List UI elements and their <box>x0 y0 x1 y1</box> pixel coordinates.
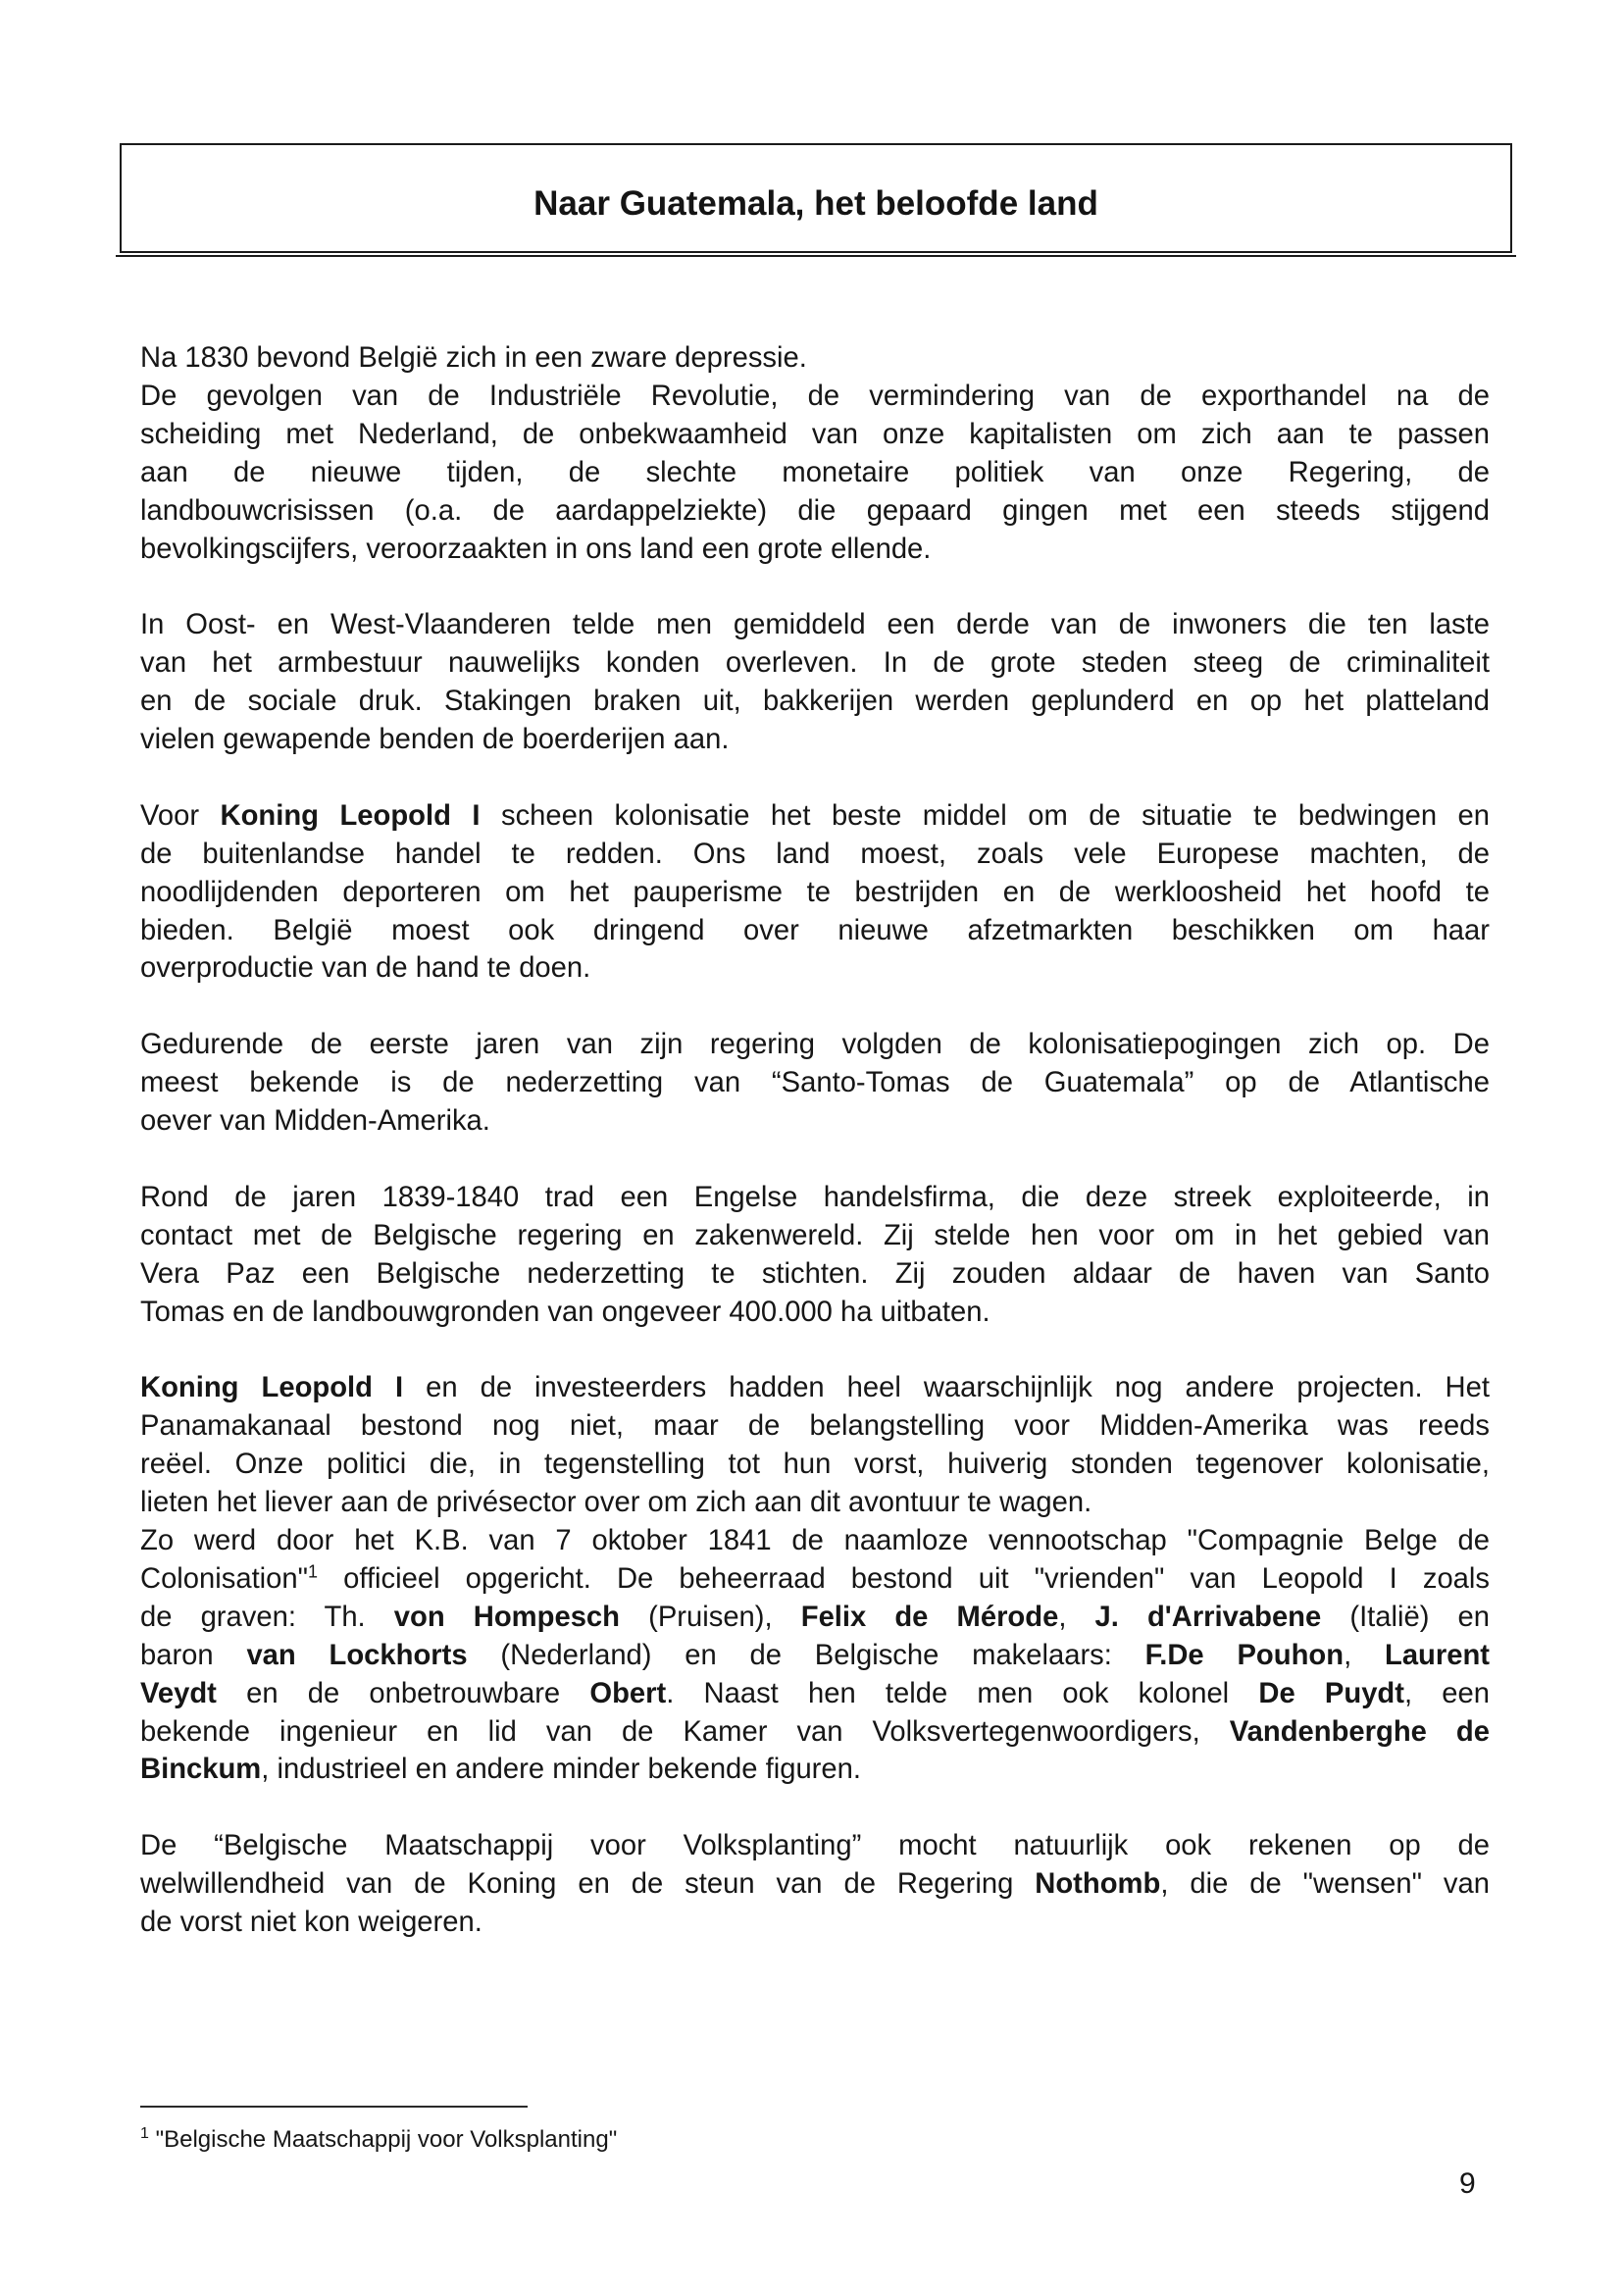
text-line <box>140 1637 1490 1675</box>
text-line: Gedurende de eerste jaren van zijn regering volgden de kolonisatiepogingen zich op. De <box>140 1029 1490 1061</box>
text-line: bieden. België moest ook dringend over nieuwe afzetmarkten beschikken om haar <box>140 914 1490 946</box>
text-run: en de onbetrouwbare <box>216 1677 590 1709</box>
bold-name: Veydt <box>140 1677 217 1709</box>
paragraph-6 <box>140 1369 1490 1789</box>
text-line: landbouwcrisissen (o.a. de aardappelziekte) die gepaard gingen met een steeds stijgend <box>140 494 1490 527</box>
bold-name: Obert <box>589 1677 667 1709</box>
text-run: scheen kolonisatie het beste middel om de situatie te bedwingen en <box>480 799 1490 832</box>
footnote <box>140 2126 617 2154</box>
text-line: meest bekende is de nederzetting van “Santo-Tomas de Guatemala” op de Atlantische <box>140 1067 1490 1099</box>
text-run: de graven: Th. <box>140 1601 394 1633</box>
paragraph-3 <box>140 797 1490 989</box>
text-run: , <box>1344 1639 1385 1671</box>
page-title: Naar Guatemala, het beloofde land <box>533 184 1098 223</box>
text-run: , industrieel en andere minder bekende figuren. <box>261 1754 861 1786</box>
bold-name: Laurent <box>1384 1639 1491 1671</box>
text-line <box>140 797 1490 836</box>
text-run: Colonisation" <box>140 1562 308 1595</box>
paragraph-4 <box>140 1026 1490 1141</box>
text-run: welwillendheid van de Koning en de steun van de Regering <box>140 1868 1036 1901</box>
footnote-marker: 1 <box>140 2125 149 2142</box>
text-line: Panamakanaal bestond nog niet, maar de belangstelling voor Midden-Amerika was reeds <box>140 1410 1490 1443</box>
text-line: Vera Paz een Belgische nederzetting te stichten. Zij zouden aldaar de haven van Santo <box>140 1257 1490 1290</box>
text-run: , <box>1058 1601 1095 1633</box>
bold-name: De Puydt <box>1258 1677 1404 1709</box>
text-run: Voor <box>140 799 221 832</box>
text-line: Na 1830 bevond België zich in een zware depressie. <box>140 342 807 374</box>
text-run: , die de "wensen" van <box>1160 1868 1490 1901</box>
text-run: (Pruisen), <box>620 1601 801 1633</box>
text-line <box>140 1751 1490 1789</box>
paragraph-2 <box>140 606 1490 759</box>
paragraph-5 <box>140 1179 1490 1332</box>
text-line: van het armbestuur nauwelijks konden overleven. In de grote steden steeg de criminaliteit <box>140 647 1490 680</box>
text-line: noodlijdenden deporteren om het pauperisme te bestrijden en de werkloosheid het hoofd te <box>140 876 1490 908</box>
paragraph-1 <box>140 339 1490 568</box>
text-run: bekende ingenieur en lid van de Kamer van Volksvertegenwoordigers, <box>140 1715 1230 1748</box>
title-box <box>120 143 1512 253</box>
text-run: , een <box>1403 1677 1491 1709</box>
footnote-text: "Belgische Maatschappij voor Volksplanting" <box>148 2126 618 2153</box>
text-run: en de investeerders hadden heel waarschijnlijk nog andere projecten. Het <box>403 1372 1490 1404</box>
text-line: oever van Midden-Amerika. <box>140 1105 490 1138</box>
page-number: 9 <box>1459 2167 1476 2200</box>
paragraph-7 <box>140 1827 1490 1942</box>
text-line: bevolkingscijfers, veroorzaakten in ons land een grote ellende. <box>140 533 932 565</box>
text-run: (Nederland) en de Belgische makelaars: <box>467 1639 1145 1671</box>
bold-name: Koning Leopold I <box>220 799 481 832</box>
bold-name: von Hompesch <box>393 1601 620 1633</box>
text-run: baron <box>140 1639 247 1671</box>
bold-name: Felix de Mérode <box>800 1601 1059 1633</box>
text-run: (Italië) en <box>1321 1601 1491 1633</box>
text-line: de buitenlandse handel te redden. Ons land moest, zoals vele Europese machten, de <box>140 838 1490 870</box>
text-line <box>140 1865 1490 1904</box>
text-line: De gevolgen van de Industriële Revolutie, de vermindering van de exporthandel na de <box>140 380 1490 412</box>
footnote-divider <box>140 2106 528 2108</box>
text-run: officieel opgericht. De beheerraad bestond uit "vrienden" van Leopold I zoals <box>318 1562 1490 1595</box>
bold-name: J. d'Arrivabene <box>1094 1601 1322 1633</box>
text-line: contact met de Belgische regering en zakenwereld. Zij stelde hen voor om in het gebied van <box>140 1219 1490 1251</box>
text-line: lieten het liever aan de privésector over om zich aan dit avontuur te wagen. <box>140 1487 1092 1519</box>
text-line <box>140 1369 1490 1407</box>
text-line: de vorst niet kon weigeren. <box>140 1907 482 1939</box>
bold-name: Koning Leopold I <box>140 1372 404 1404</box>
footnote-reference: 1 <box>308 1561 319 1582</box>
bold-name: F.De Pouhon <box>1144 1639 1345 1671</box>
text-line <box>140 1675 1490 1713</box>
text-line: Zo werd door het K.B. van 7 oktober 1841 de naamloze vennootschap "Compagnie Belge de <box>140 1525 1490 1557</box>
text-line: vielen gewapende benden de boerderijen aan. <box>140 724 730 756</box>
text-line <box>140 1560 1490 1599</box>
body-text <box>140 339 1490 1942</box>
text-line <box>140 1599 1490 1637</box>
bold-name: Vandenberghe de <box>1229 1715 1490 1748</box>
text-line: aan de nieuwe tijden, de slechte monetaire politiek van onze Regering, de <box>140 456 1490 488</box>
bold-name: Nothomb <box>1035 1868 1161 1901</box>
text-run: . Naast hen telde men ook kolonel <box>666 1677 1259 1709</box>
text-line: en de sociale druk. Stakingen braken uit, bakkerijen werden geplunderd en op het platteland <box>140 686 1490 718</box>
text-line <box>140 1713 1490 1752</box>
text-line: Rond de jaren 1839-1840 trad een Engelse handelsfirma, die deze streek exploiteerde, in <box>140 1181 1490 1213</box>
text-line: Tomas en de landbouwgronden van ongeveer 400.000 ha uitbaten. <box>140 1296 990 1328</box>
text-line: scheiding met Nederland, de onbekwaamheid van onze kapitalisten om zich aan te passen <box>140 418 1490 450</box>
text-line: reëel. Onze politici die, in tegenstelling tot hun vorst, huiverig stonden tegenover kolonisatie, <box>140 1449 1490 1481</box>
text-line: overproductie van de hand te doen. <box>140 952 591 985</box>
text-line: In Oost- en West-Vlaanderen telde men gemiddeld een derde van de inwoners die ten laste <box>140 609 1490 641</box>
bold-name: van Lockhorts <box>246 1639 468 1671</box>
bold-name: Binckum <box>140 1754 262 1786</box>
text-line: De “Belgische Maatschappij voor Volksplanting” mocht natuurlijk ook rekenen op de <box>140 1830 1490 1862</box>
